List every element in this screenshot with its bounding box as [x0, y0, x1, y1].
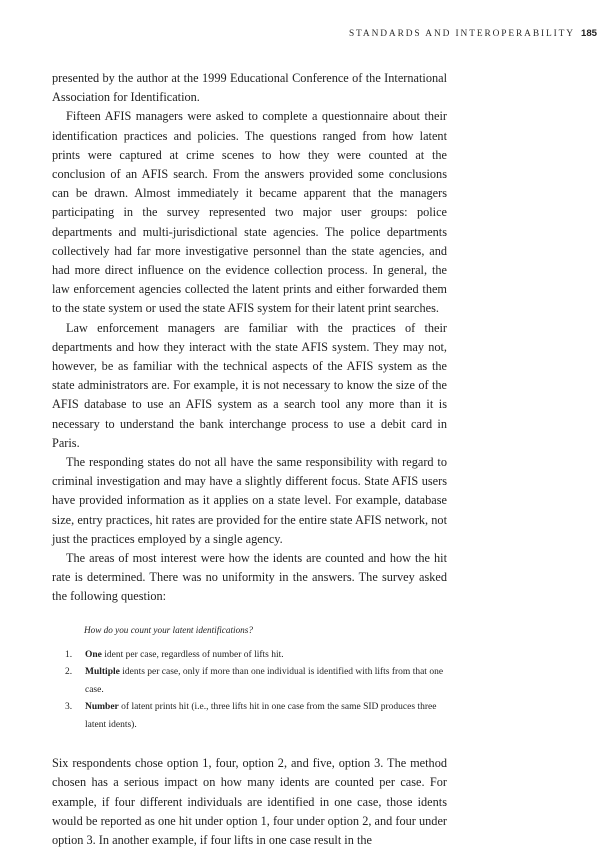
option-key: Multiple [85, 667, 120, 678]
list-item [52, 664, 447, 699]
running-title: STANDARDS AND INTEROPERABILITY [348, 29, 575, 39]
paragraph: Law enforcement managers are familiar with the practices of their departments and how they interact with the state AFIS system. They may not, however, be as familiar with the technical aspects of the AFIS system as the state administrators are. For example, it is not necessary to know the size of the AFIS database to use an AFIS system as a search tool any more than it is necessary to understand the bank interchange process to use a debit card in Paris. [52, 320, 447, 450]
list-item [52, 647, 447, 665]
paragraph: The areas of most interest were how the idents are counted and how the hit rate is determined. There was no uniformity in the answers. The survey asked the following question: [52, 551, 447, 604]
option-key: One [85, 649, 102, 660]
option-text: of latent prints hit (i.e., three lifts hit in one case from the same SID produces three latent idents). [85, 702, 437, 730]
option-text: idents per case, only if more than one individual is identified with lifts from that one case. [85, 667, 444, 695]
page-number: 185 [580, 28, 597, 39]
survey-question: How do you count your latent identifications? [84, 624, 253, 635]
main-text [52, 69, 447, 850]
paragraph: presented by the author at the 1999 Educational Conference of the International Association for Identification. [52, 71, 447, 105]
running-header [52, 28, 597, 39]
paragraph: Fifteen AFIS managers were asked to complete a questionnaire about their identification practices and policies. The questions ranged from how latent prints were captured at crime scenes to how they were counted at the conclusion of an AFIS search. From the answers provided some conclusions can be drawn. Almost immediately it became apparent that the managers participating in the survey represented two major user groups: police departments and multi-jurisdictional state agencies. The police departments collectively had far more investigative personnel than the state agencies, and had more direct influence on the evidence collection process. In general, the law enforcement agencies collected the latent prints and either forwarded them to the state system or used the state AFIS system for their latent print searches. [52, 109, 447, 316]
option-text: ident per case, regardless of number of lifts hit. [101, 649, 284, 660]
option-number: 2. [65, 667, 73, 678]
paragraph: The responding states do not all have the same responsibility with regard to criminal investigation and may have a slightly different focus. State AFIS users have provided information as it applies on a state level. For example, database size, entry practices, hit rates are provided for the entire state AFIS network, not just the practices employed by a single agency. [52, 455, 447, 546]
option-list [52, 647, 447, 735]
option-number: 3. [65, 702, 73, 713]
paragraph: Six respondents chose option 1, four, option 2, and five, option 3. The method chosen has a serious impact on how many idents are counted per case. For example, if four different individuals are identified in one case, those idents would be reported as one hit under option 1, four under option 2, and four under option 3. In another example, if four lifts in one case result in the [52, 756, 447, 847]
option-key: Number [85, 702, 119, 713]
option-number: 1. [65, 649, 73, 660]
list-item [52, 699, 447, 734]
